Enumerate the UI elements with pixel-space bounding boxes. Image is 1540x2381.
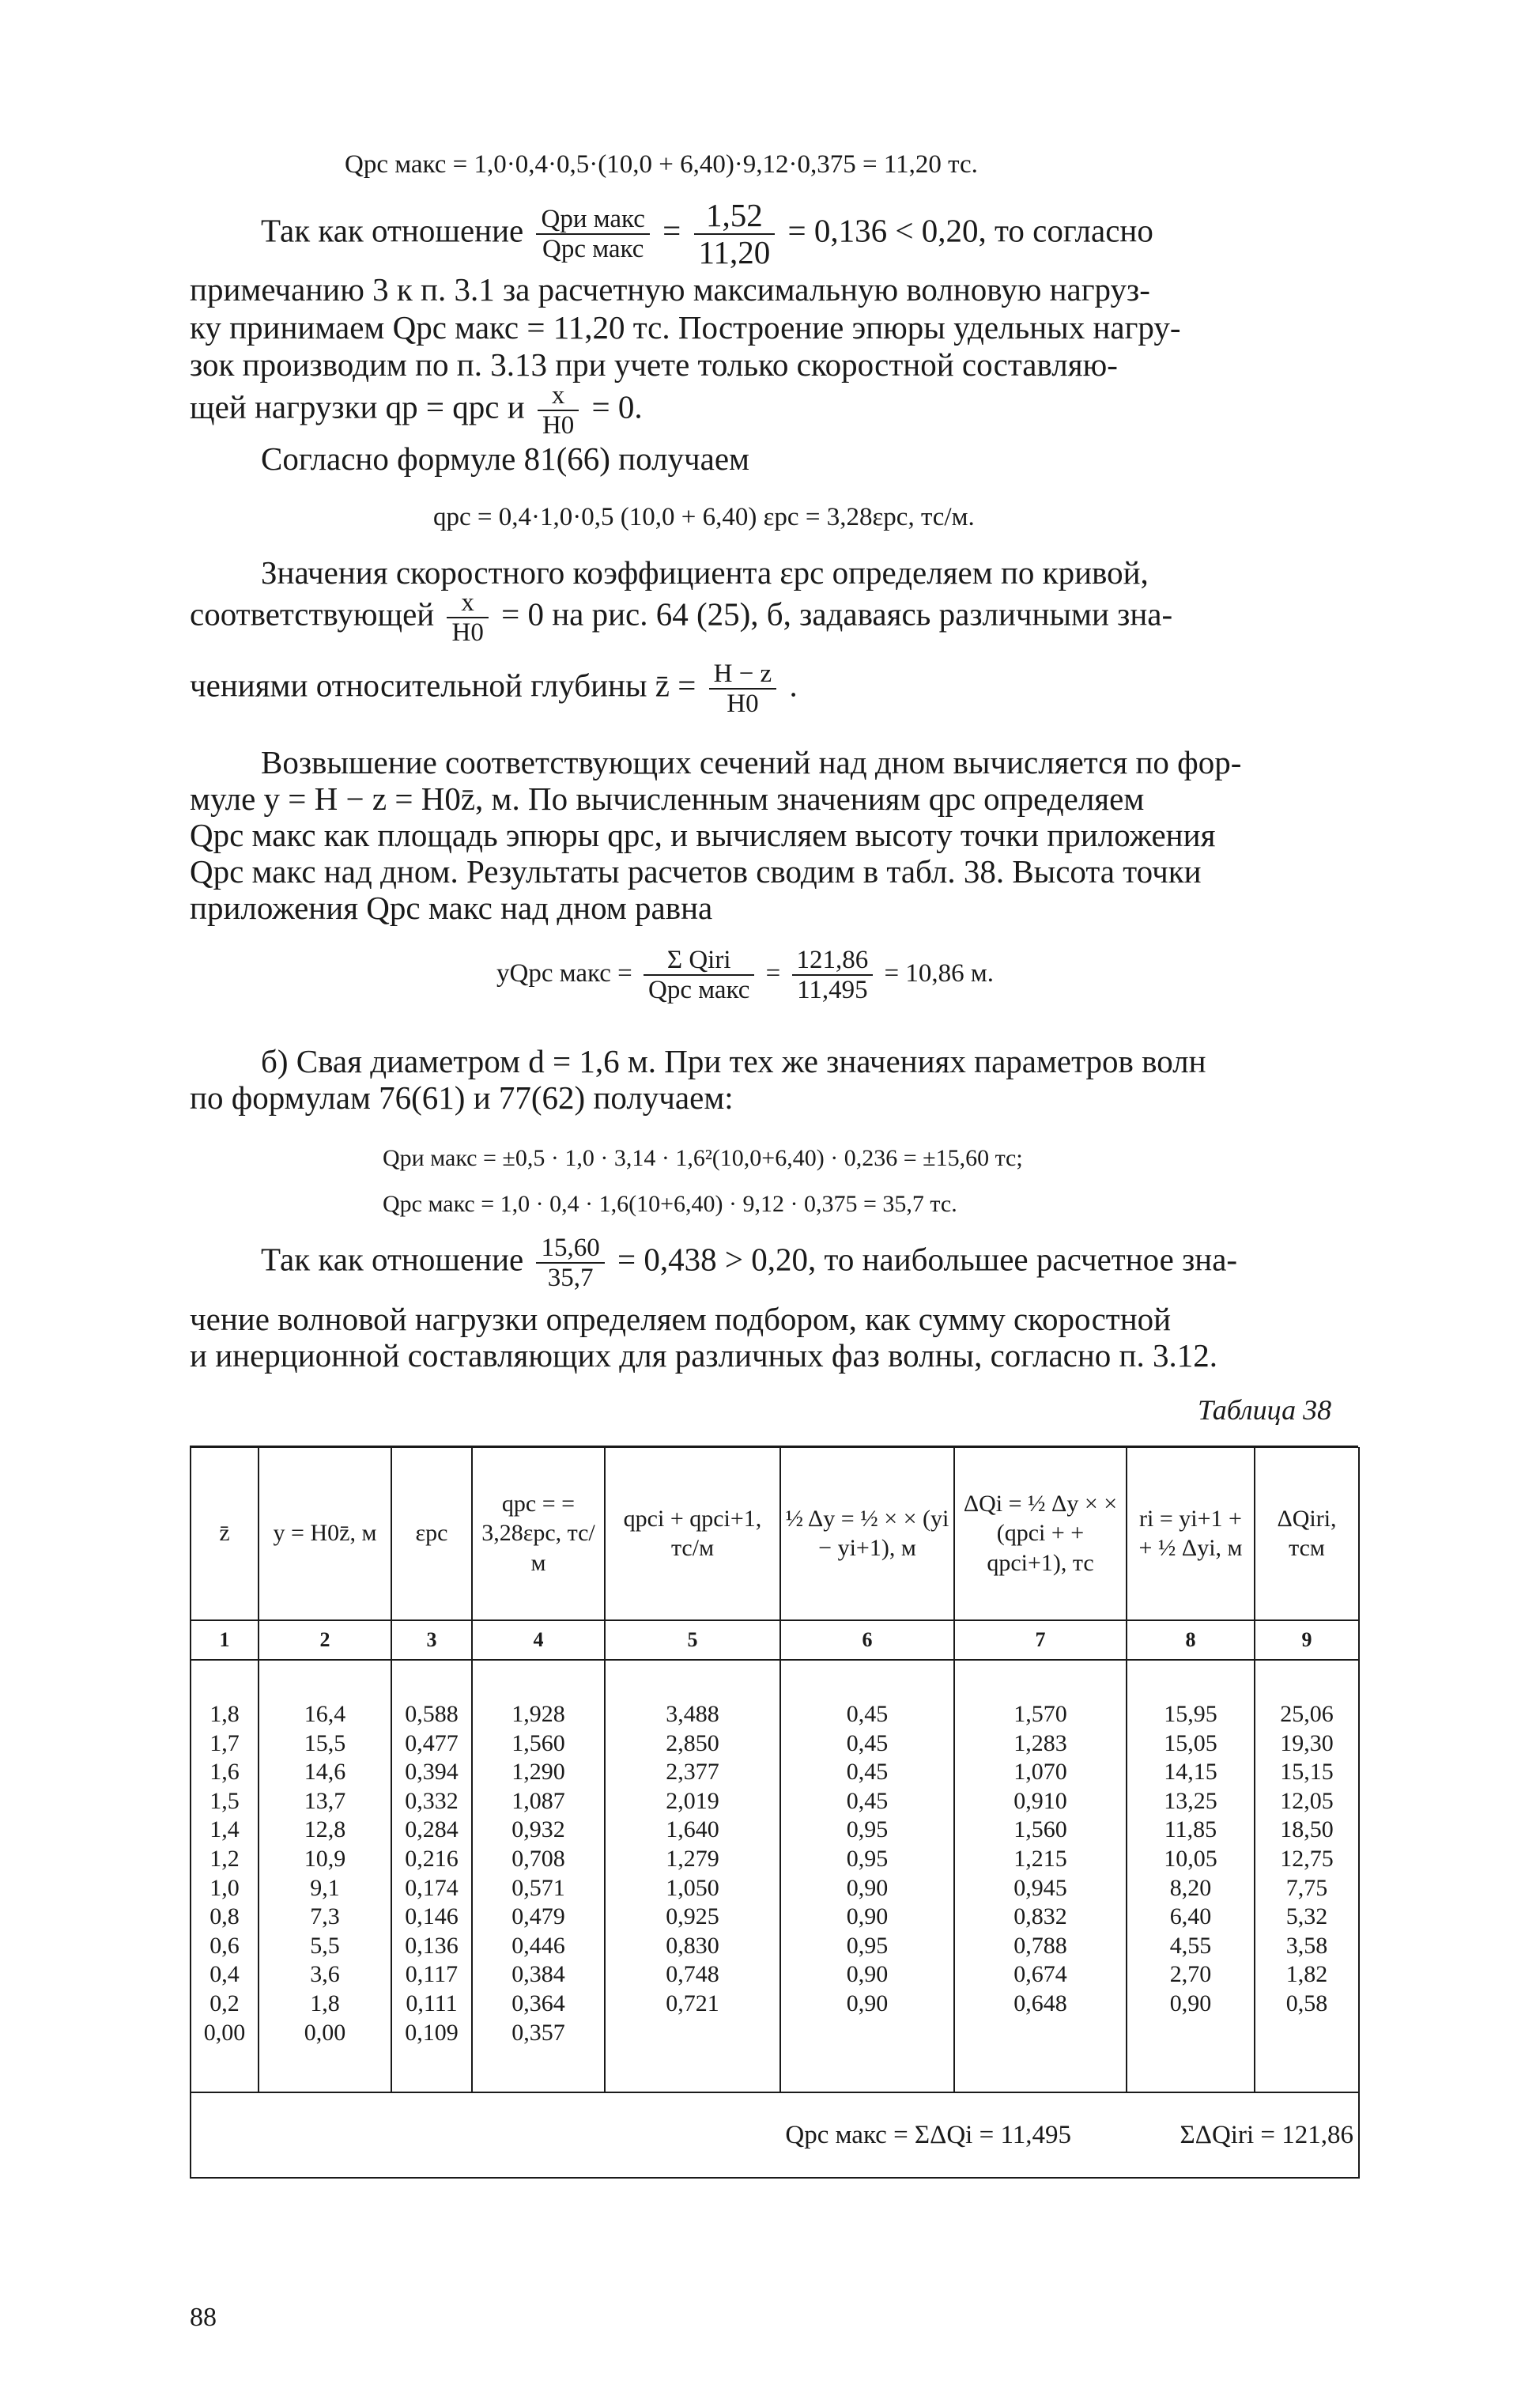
- p6-a: Так как отношение: [261, 1241, 524, 1278]
- header-cell: y = H0z̄, м: [259, 1447, 391, 1620]
- p3-l2-b: = 0 на рис. 64 (25), б, задаваясь различными зна-: [501, 595, 1173, 633]
- x-over-h0-denominator-2: H0: [451, 618, 484, 648]
- table-cell: 3,488: [666, 1701, 719, 1727]
- table-cell: 12,75: [1280, 1845, 1334, 1872]
- table-cell: 10,9: [304, 1845, 346, 1872]
- table-cell: 6,40: [1169, 1903, 1212, 1930]
- sum-qrc: Qрс макс = ΣΔQi = 11,495: [191, 2092, 1127, 2178]
- table-38: [190, 1447, 1360, 2179]
- paragraph-6-line-1: [261, 1234, 1237, 1293]
- paragraph-5-line-2: по формулам 76(61) и 77(62) получаем:: [190, 1079, 734, 1116]
- p1-l5-a: щей нагрузки qр = qрс и: [190, 388, 525, 425]
- column-eps: [391, 1660, 472, 2092]
- table-cell: 12,05: [1280, 1787, 1334, 1814]
- table-cell: 14,15: [1164, 1759, 1217, 1786]
- column-number: 2: [259, 1620, 391, 1660]
- header-cell: qрсi + qрсi+1, тс/м: [605, 1447, 780, 1620]
- table-cell: 0,109: [405, 2019, 459, 2046]
- ratio-values-denominator: 11,20: [698, 234, 771, 271]
- column-number: 6: [780, 1620, 954, 1660]
- p1-start: Так как отношение: [261, 212, 524, 249]
- table-cell: 0,932: [511, 1816, 565, 1843]
- table-cell: 1,8: [209, 1701, 240, 1727]
- x-over-h0-numerator: x: [538, 381, 579, 411]
- formula-qrc-2: Qрс макс = 1,0 · 0,4 · 1,6(10+6,40) · 9,12 · 0,375 = 35,7 тс.: [383, 1191, 957, 1217]
- table-cell: 25,06: [1280, 1701, 1334, 1727]
- relative-depth-fraction: [709, 659, 777, 719]
- paragraph-1-line-1: [261, 198, 1153, 270]
- table-cell: [606, 2019, 779, 2048]
- x-over-h0-fraction: [538, 381, 579, 440]
- table-cell: 0,748: [666, 1961, 719, 1988]
- header-cell: εрс: [391, 1447, 472, 1620]
- table-cell: 1,6: [209, 1759, 240, 1786]
- formula-y-denominator: Qрс макс: [648, 976, 750, 1005]
- paragraph-1-line-4: зок производим по п. 3.13 при учете только скоростной составляю-: [190, 346, 1118, 383]
- table-cell: 0,95: [846, 1845, 889, 1872]
- formula-qri: Qри макс = ±0,5 · 1,0 · 3,14 · 1,6²(10,0+6,40) · 0,236 = ±15,60 тс;: [383, 1145, 1023, 1171]
- table-cell: 1,0: [209, 1874, 240, 1901]
- table-caption: Таблица 38: [1198, 1394, 1332, 1426]
- table-cell: [782, 2019, 953, 2048]
- table-cell: 7,75: [1285, 1874, 1328, 1901]
- table-cell: 0,216: [405, 1845, 459, 1872]
- ratio-fraction: [536, 205, 649, 264]
- table-cell: 13,25: [1164, 1787, 1217, 1814]
- table-cell: 8,20: [1169, 1874, 1212, 1901]
- ratio-numerator: Qри макс: [536, 205, 649, 235]
- column-number: 9: [1255, 1620, 1359, 1660]
- table-cell: 0,832: [1013, 1903, 1067, 1930]
- table-cell: 0,284: [405, 1816, 459, 1843]
- table-cell: 0,00: [203, 2019, 246, 2046]
- x-over-h0-numerator-2: x: [447, 588, 488, 618]
- paragraph-4-line-5: приложения Qрс макс над дном равна: [190, 890, 713, 926]
- table-cell: 0,479: [511, 1903, 565, 1930]
- formula-y-fraction: [644, 946, 754, 1005]
- header-cell: z̄: [191, 1447, 259, 1620]
- table-cell: 15,05: [1164, 1729, 1217, 1756]
- header-cell: ½ Δy = ½ × × (yi − yi+1), м: [780, 1447, 954, 1620]
- paragraph-4-line-4: Qрс макс над дном. Результаты расчетов сводим в табл. 38. Высота точки: [190, 853, 1202, 890]
- x-over-h0-denominator: H0: [542, 411, 575, 440]
- paragraph-6-line-2: чение волновой нагрузки определяем подбором, как сумму скоростной: [190, 1301, 1172, 1337]
- table-cell: 0,332: [405, 1787, 459, 1814]
- table-cell: 2,70: [1169, 1961, 1212, 1988]
- p6-b: = 0,438 > 0,20, то наибольшее расчетное зна-: [617, 1241, 1238, 1278]
- relative-depth-numerator: H − z: [709, 659, 777, 690]
- table-cell: 1,070: [1013, 1759, 1067, 1786]
- page-number: 88: [190, 2303, 217, 2332]
- table-data-row: [191, 1660, 1359, 2092]
- table-cell: 11,85: [1164, 1816, 1217, 1843]
- table-cell: 1,928: [511, 1701, 565, 1727]
- column-dq-r: [1255, 1660, 1359, 2092]
- ratio-values-fraction: [694, 198, 776, 270]
- table-cell: 0,58: [1285, 1990, 1328, 2016]
- ratio-2-numerator: 15,60: [536, 1234, 604, 1264]
- table-cell: 0,945: [1013, 1874, 1067, 1901]
- p1-rest: = 0,136 < 0,20, то согласно: [787, 212, 1153, 249]
- table-cell: 1,2: [209, 1845, 240, 1872]
- table-cell: 3,58: [1285, 1932, 1328, 1959]
- formula-y-values-fraction: [792, 946, 874, 1005]
- table-cell: 1,290: [511, 1759, 565, 1786]
- column-number: 7: [954, 1620, 1127, 1660]
- table-cell: 1,8: [310, 1990, 340, 2016]
- table-cell: 0,90: [1169, 1990, 1212, 2016]
- table-cell: 0,708: [511, 1845, 565, 1872]
- paragraph-4-line-1: Возвышение соответствующих сечений над дном вычисляется по фор-: [261, 744, 1242, 780]
- formula-y-rhs: = 10,86 м.: [884, 958, 995, 988]
- table-cell: 4,55: [1169, 1932, 1212, 1959]
- table-cell: 15,95: [1164, 1701, 1217, 1727]
- p3-l3-a: чениями относительной глубины z̄ =: [190, 667, 696, 704]
- header-cell: ri = yi+1 + + ½ Δyi, м: [1127, 1447, 1255, 1620]
- table-cell: 7,3: [310, 1903, 340, 1930]
- column-half-dy: [780, 1660, 954, 2092]
- table-cell: 1,283: [1013, 1729, 1067, 1756]
- table-cell: 0,446: [511, 1932, 565, 1959]
- table-cell: 0,90: [846, 1903, 889, 1930]
- column-dq: [954, 1660, 1127, 2092]
- paragraph-1-line-5: [190, 381, 643, 440]
- table-cell: 0,90: [846, 1961, 889, 1988]
- column-r: [1127, 1660, 1255, 2092]
- table-cell: [1128, 2019, 1253, 2048]
- ratio-values-numerator: 1,52: [694, 198, 776, 235]
- p3-l3-b: .: [789, 667, 798, 704]
- table-cell: 16,4: [304, 1701, 346, 1727]
- header-cell: ΔQi = ½ Δy × × (qрсi + + qрсi+1), тс: [954, 1447, 1127, 1620]
- table-cell: 15,5: [304, 1729, 346, 1756]
- table-cell: 1,640: [666, 1816, 719, 1843]
- column-number: 4: [472, 1620, 605, 1660]
- column-number: 1: [191, 1620, 259, 1660]
- column-q: [472, 1660, 605, 2092]
- table-cell: 19,30: [1280, 1729, 1334, 1756]
- table-cell: 14,6: [304, 1759, 346, 1786]
- table-cell: 0,174: [405, 1874, 459, 1901]
- paragraph-2: Согласно формуле 81(66) получаем: [261, 440, 750, 477]
- ratio-denominator: Qрс макс: [542, 235, 644, 264]
- table-cell: [1256, 2019, 1357, 2048]
- column-number-row: [191, 1620, 1359, 1660]
- column-number: 3: [391, 1620, 472, 1660]
- formula-qrc: qрс = 0,4·1,0·0,5 (10,0 + 6,40) εрс = 3,28εрс, тс/м.: [433, 503, 975, 531]
- table-sum-row: [191, 2092, 1359, 2178]
- table-cell: 0,111: [406, 1990, 458, 2016]
- ratio-2-fraction: [536, 1234, 604, 1293]
- table-cell: 1,050: [666, 1874, 719, 1901]
- paragraph-1-line-2: примечанию 3 к п. 3.1 за расчетную максимальную волновую нагруз-: [190, 271, 1150, 308]
- table-cell: 0,8: [209, 1903, 240, 1930]
- table-cell: 0,2: [209, 1990, 240, 2016]
- table-cell: 0,90: [846, 1874, 889, 1901]
- paragraph-4-line-3: Qрс макс как площадь эпюры qрс, и вычисляем высоту точки приложения: [190, 817, 1216, 853]
- formula-y-values-numerator: 121,86: [792, 946, 874, 976]
- table-cell: 1,279: [666, 1845, 719, 1872]
- table-header-row: [191, 1447, 1359, 1620]
- column-y: [259, 1660, 391, 2092]
- table-cell: 0,136: [405, 1932, 459, 1959]
- table-cell: 0,648: [1013, 1990, 1067, 2016]
- paragraph-5-line-1: б) Свая диаметром d = 1,6 м. При тех же значениях параметров волн: [261, 1043, 1206, 1079]
- table-cell: 0,925: [666, 1903, 719, 1930]
- table-cell: 0,95: [846, 1816, 889, 1843]
- table-cell: 9,1: [310, 1874, 340, 1901]
- table-cell: 2,377: [666, 1759, 719, 1786]
- table-cell: 1,215: [1013, 1845, 1067, 1872]
- table-cell: 5,5: [310, 1932, 340, 1959]
- table-cell: 12,8: [304, 1816, 346, 1843]
- table-cell: 0,910: [1013, 1787, 1067, 1814]
- table-cell: 1,087: [511, 1787, 565, 1814]
- table-cell: 0,45: [846, 1729, 889, 1756]
- table-cell: 0,394: [405, 1759, 459, 1786]
- table-cell: 0,384: [511, 1961, 565, 1988]
- paragraph-6-line-3: и инерционной составляющих для различных фаз волны, согласно п. 3.12.: [190, 1337, 1217, 1374]
- paragraph-4-line-2: муле y = H − z = H0z̄, м. По вычисленным значениям qрс определяем: [190, 780, 1145, 817]
- table-cell: 1,5: [209, 1787, 240, 1814]
- table-cell: 2,019: [666, 1787, 719, 1814]
- table-cell: 0,571: [511, 1874, 565, 1901]
- formula-y-values-denominator: 11,495: [797, 976, 868, 1005]
- p1-eq: =: [662, 212, 681, 249]
- table-cell: [956, 2019, 1125, 2048]
- table-cell: 0,45: [846, 1787, 889, 1814]
- table-cell: 3,6: [310, 1961, 340, 1988]
- sum-dq-r: ΣΔQiri = 121,86: [1127, 2092, 1359, 2178]
- table-cell: 13,7: [304, 1787, 346, 1814]
- table-cell: 0,830: [666, 1932, 719, 1959]
- table-cell: 0,357: [511, 2019, 565, 2046]
- table-cell: 0,6: [209, 1932, 240, 1959]
- table-cell: 0,477: [405, 1729, 459, 1756]
- paragraph-3-line-1: Значения скоростного коэффициента εрс определяем по кривой,: [261, 554, 1149, 591]
- paragraph-3-line-2: [190, 588, 1172, 648]
- table-cell: 0,45: [846, 1701, 889, 1727]
- table-cell: 0,788: [1013, 1932, 1067, 1959]
- table-cell: 0,674: [1013, 1961, 1067, 1988]
- table-cell: 0,364: [511, 1990, 565, 2016]
- column-z: [191, 1660, 259, 2092]
- table-cell: 18,50: [1280, 1816, 1334, 1843]
- formula-y-eq: =: [765, 958, 781, 988]
- column-q-sum: [605, 1660, 780, 2092]
- p3-l2-a: соответствующей: [190, 595, 435, 633]
- paragraph-1-line-3: ку принимаем Qрс макс = 11,20 тс. Построение эпюры удельных нагру-: [190, 309, 1181, 346]
- column-number: 5: [605, 1620, 780, 1660]
- table-cell: 1,7: [209, 1729, 240, 1756]
- table-cell: 0,00: [304, 2019, 346, 2046]
- table-cell: 5,32: [1285, 1903, 1328, 1930]
- table-cell: 0,721: [666, 1990, 719, 2016]
- table-cell: 0,4: [209, 1961, 240, 1988]
- formula-y-numerator: Σ Qiri: [644, 946, 754, 976]
- table-cell: 0,45: [846, 1759, 889, 1786]
- table-cell: 1,560: [511, 1729, 565, 1756]
- x-over-h0-fraction-2: [447, 588, 488, 648]
- table-cell: 0,588: [405, 1701, 459, 1727]
- table-cell: 10,05: [1164, 1845, 1217, 1872]
- table-cell: 15,15: [1280, 1759, 1334, 1786]
- table-cell: 1,570: [1013, 1701, 1067, 1727]
- table-cell: 1,4: [209, 1816, 240, 1843]
- table-cell: 1,560: [1013, 1816, 1067, 1843]
- header-cell: ΔQiri, тсм: [1255, 1447, 1359, 1620]
- table-cell: 2,850: [666, 1729, 719, 1756]
- formula-qrc-max: Qрс макс = 1,0·0,4·0,5·(10,0 + 6,40)·9,12·0,375 = 11,20 тс.: [345, 150, 978, 179]
- p1-l5-b: = 0.: [591, 388, 643, 425]
- table-cell: 0,95: [846, 1932, 889, 1959]
- table-cell: 0,146: [405, 1903, 459, 1930]
- relative-depth-denominator: H0: [727, 690, 759, 719]
- table-cell: 0,90: [846, 1990, 889, 2016]
- formula-y-application: [496, 946, 994, 1005]
- table-cell: 0,117: [405, 1961, 459, 1988]
- column-number: 8: [1127, 1620, 1255, 1660]
- table-cell: 1,82: [1285, 1961, 1328, 1988]
- formula-y-lhs: yQрс макс =: [496, 958, 632, 988]
- paragraph-3-line-3: [190, 659, 798, 719]
- header-cell: qрс = = 3,28εрс, тс/м: [472, 1447, 605, 1620]
- ratio-2-denominator: 35,7: [547, 1264, 594, 1293]
